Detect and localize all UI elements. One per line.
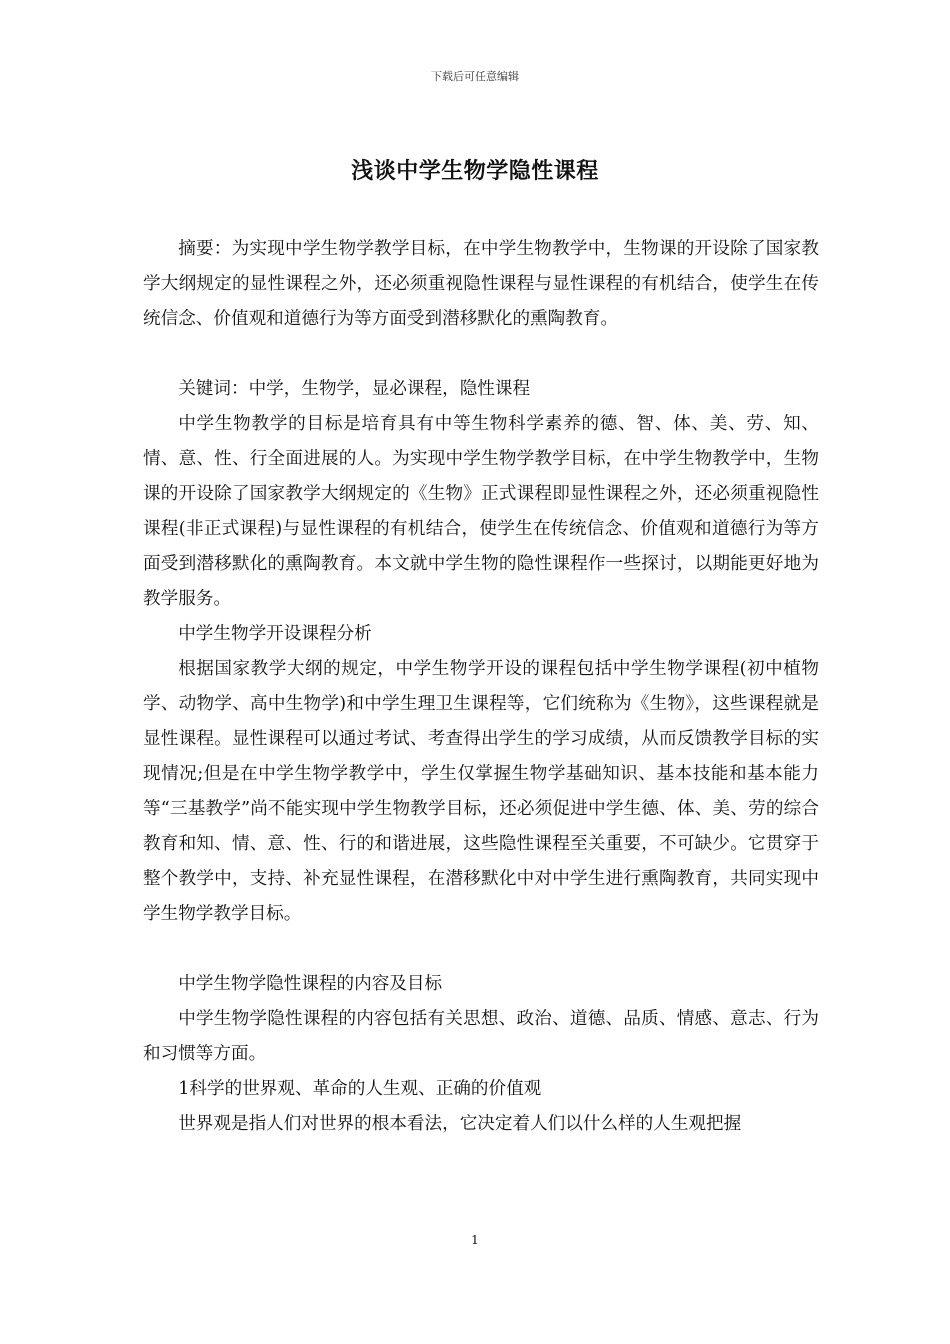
subsection-heading-worldview: 1科学的世界观、革命的人生观、正确的价值观	[178, 1079, 542, 1099]
content-goals-paragraph: 中学生物学隐性课程的内容包括有关思想、政治、道德、品质、情感、意志、行为和习惯等方面。	[143, 1009, 819, 1064]
document-body	[143, 232, 819, 1142]
intro-paragraph: 中学生物教学的目标是培育具有中等生物科学素养的德、智、体、美、劳、知、情、意、性、行全面进展的人。为实现中学生物学教学目标，在中学生物教学中，生物课的开设除了国家教学大纲规定的《生物》正式课程即显性课程之外，还必须重视隐性课程(非正式课程)与显性课程的有机结合，使学生在传统信念、价值观和道德行为等方面受到潜移默化的熏陶教育。本文就中学生物的隐性课程作一些探讨，以期能更好地为教学服务。	[143, 414, 819, 609]
header-note: 下载后可任意编辑	[431, 70, 519, 83]
document-title: 浅谈中学生物学隐性课程	[351, 158, 599, 184]
keywords-paragraph: 关键词：中学，生物学，显必课程，隐性课程	[178, 379, 531, 399]
page-number: 1	[471, 1233, 479, 1247]
section-heading-content-goals: 中学生物学隐性课程的内容及目标	[178, 974, 443, 994]
course-analysis-paragraph: 根据国家教学大纲的规定，中学生物学开设的课程包括中学生物学课程(初中植物学、动物学、高中生物学)和中学生理卫生课程等，它们统称为《生物》，这些课程就是显性课程。显性课程可以通过考试、考查得出学生的学习成绩，从而反馈教学目标的实现情况;但是在中学生物学教学中，学生仅掌握生物学基础知识、基本技能和基本能力等“三基教学”尚不能实现中学生物教学目标，还必须促进中学生德、体、美、劳的综合教育和知、情、意、性、行的和谐进展，这些隐性课程至关重要，不可缺少。它贯穿于整个教学中，支持、补充显性课程，在潜移默化中对中学生进行熏陶教育，共同实现中学生物学教学目标。	[143, 659, 819, 924]
abstract-paragraph: 摘要：为实现中学生物学教学目标，在中学生物教学中，生物课的开设除了国家教学大纲规定的显性课程之外，还必须重视隐性课程与显性课程的有机结合，使学生在传统信念、价值观和道德行为等方面受到潜移默化的熏陶教育。	[143, 239, 819, 329]
worldview-paragraph: 世界观是指人们对世界的根本看法，它决定着人们以什么样的人生观把握	[178, 1114, 742, 1134]
section-heading-course-analysis: 中学生物学开设课程分析	[178, 624, 372, 644]
